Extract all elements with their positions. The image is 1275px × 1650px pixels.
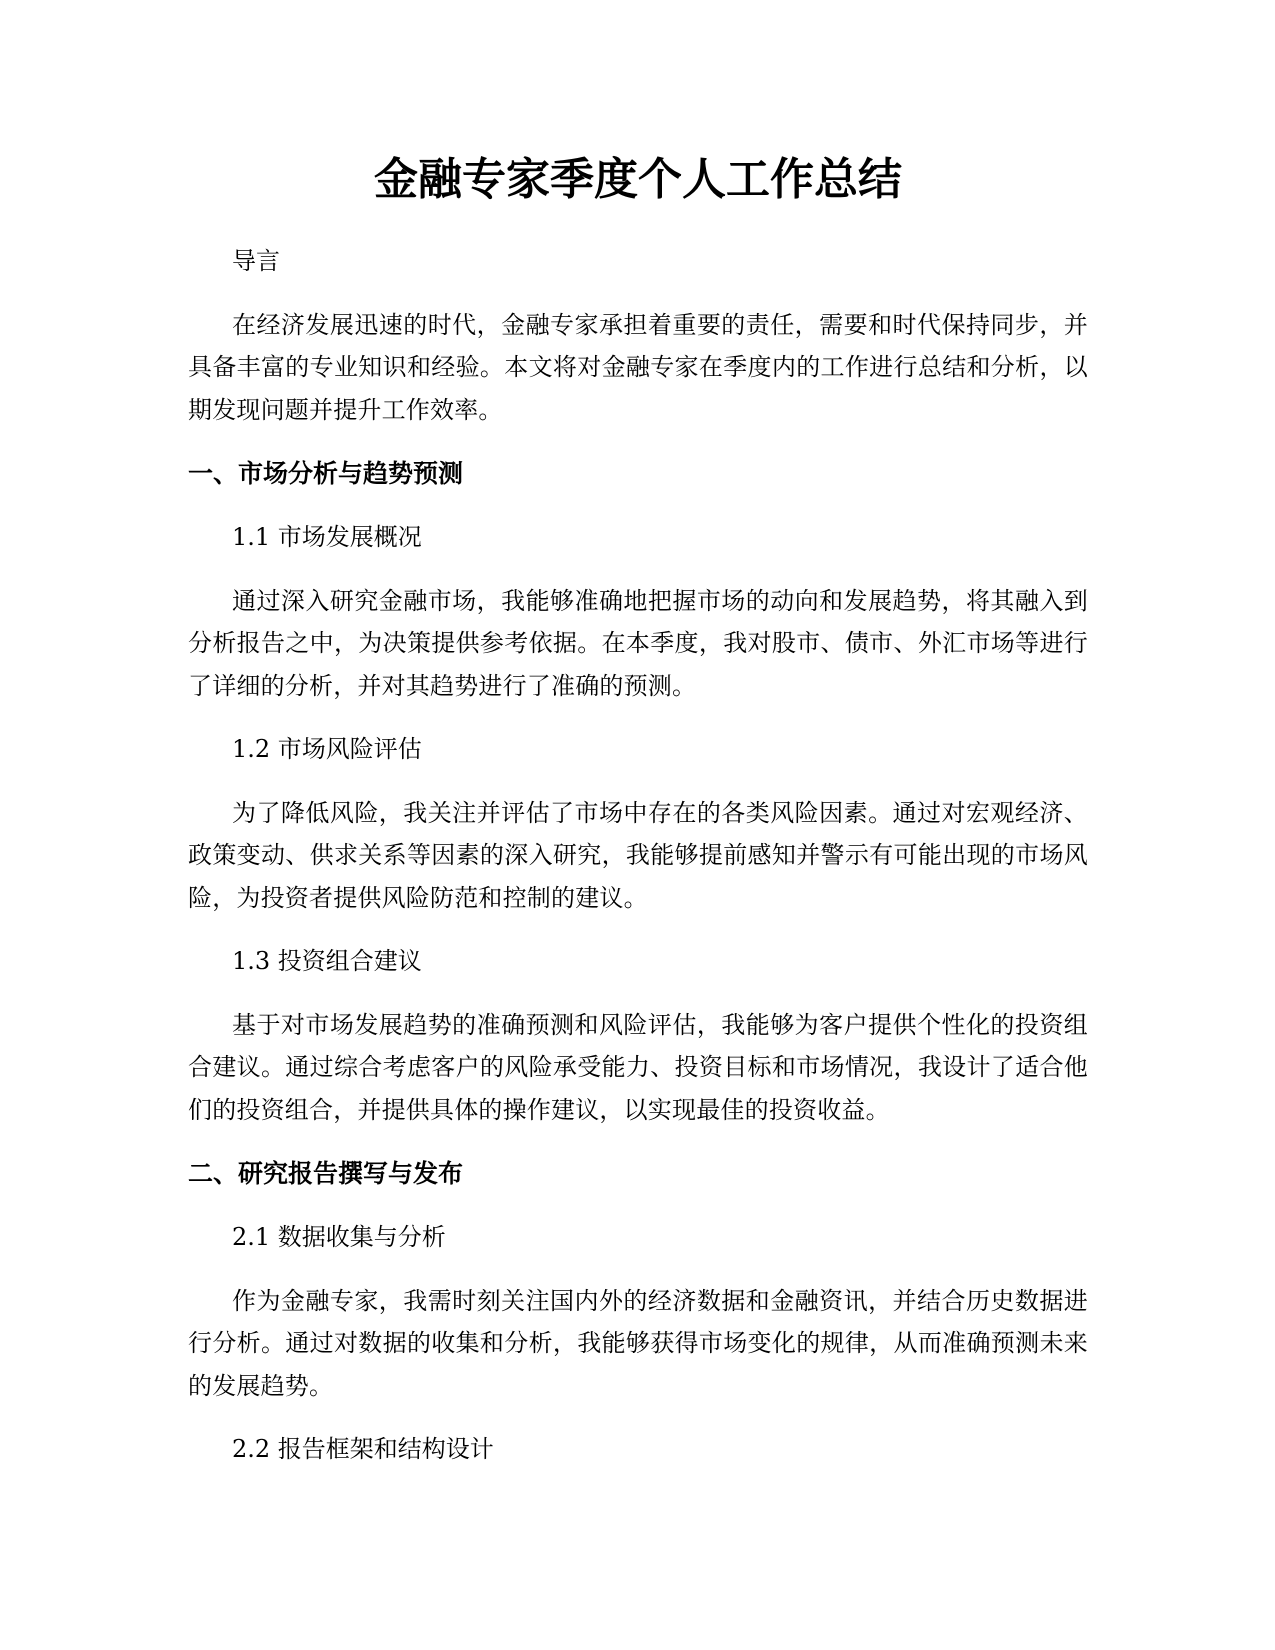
document-title: 金融专家季度个人工作总结 (374, 154, 902, 205)
section-heading-1: 一、市场分析与趋势预测 (188, 459, 464, 488)
subsection-paragraph-2-1: 作为金融专家，我需时刻关注国内外的经济数据和金融资讯，并结合历史数据进行分析。通过对数据的收集和分析，我能够获得市场变化的规律，从而准确预测未来的发展趋势。 (188, 1286, 1088, 1400)
document-body (188, 142, 1088, 1471)
section-heading-2: 二、研究报告撰写与发布 (188, 1159, 464, 1188)
subsection-paragraph-1-3: 基于对市场发展趋势的准确预测和风险评估，我能够为客户提供个性化的投资组合建议。通过综合考虑客户的风险承受能力、投资目标和市场情况，我设计了适合他们的投资组合，并提供具体的操作建议，以实现最佳的投资收益。 (188, 1010, 1088, 1124)
subsection-heading-2-1: 2.1 数据收集与分析 (232, 1223, 446, 1251)
subsection-paragraph-1-1: 通过深入研究金融市场，我能够准确地把握市场的动向和发展趋势，将其融入到分析报告之中，为决策提供参考依据。在本季度，我对股市、债市、外汇市场等进行了详细的分析，并对其趋势进行了准确的预测。 (188, 586, 1088, 700)
subsection-heading-1-2: 1.2 市场风险评估 (232, 735, 422, 763)
subsection-heading-1-3: 1.3 投资组合建议 (232, 947, 422, 975)
intro-heading: 导言 (232, 247, 280, 275)
subsection-heading-2-2: 2.2 报告框架和结构设计 (232, 1435, 494, 1463)
intro-paragraph: 在经济发展迅速的时代，金融专家承担着重要的责任，需要和时代保持同步，并具备丰富的专业知识和经验。本文将对金融专家在季度内的工作进行总结和分析，以期发现问题并提升工作效率。 (188, 310, 1088, 424)
subsection-paragraph-1-2: 为了降低风险，我关注并评估了市场中存在的各类风险因素。通过对宏观经济、政策变动、供求关系等因素的深入研究，我能够提前感知并警示有可能出现的市场风险，为投资者提供风险防范和控制的建议。 (188, 798, 1088, 912)
subsection-heading-1-1: 1.1 市场发展概况 (232, 523, 422, 551)
